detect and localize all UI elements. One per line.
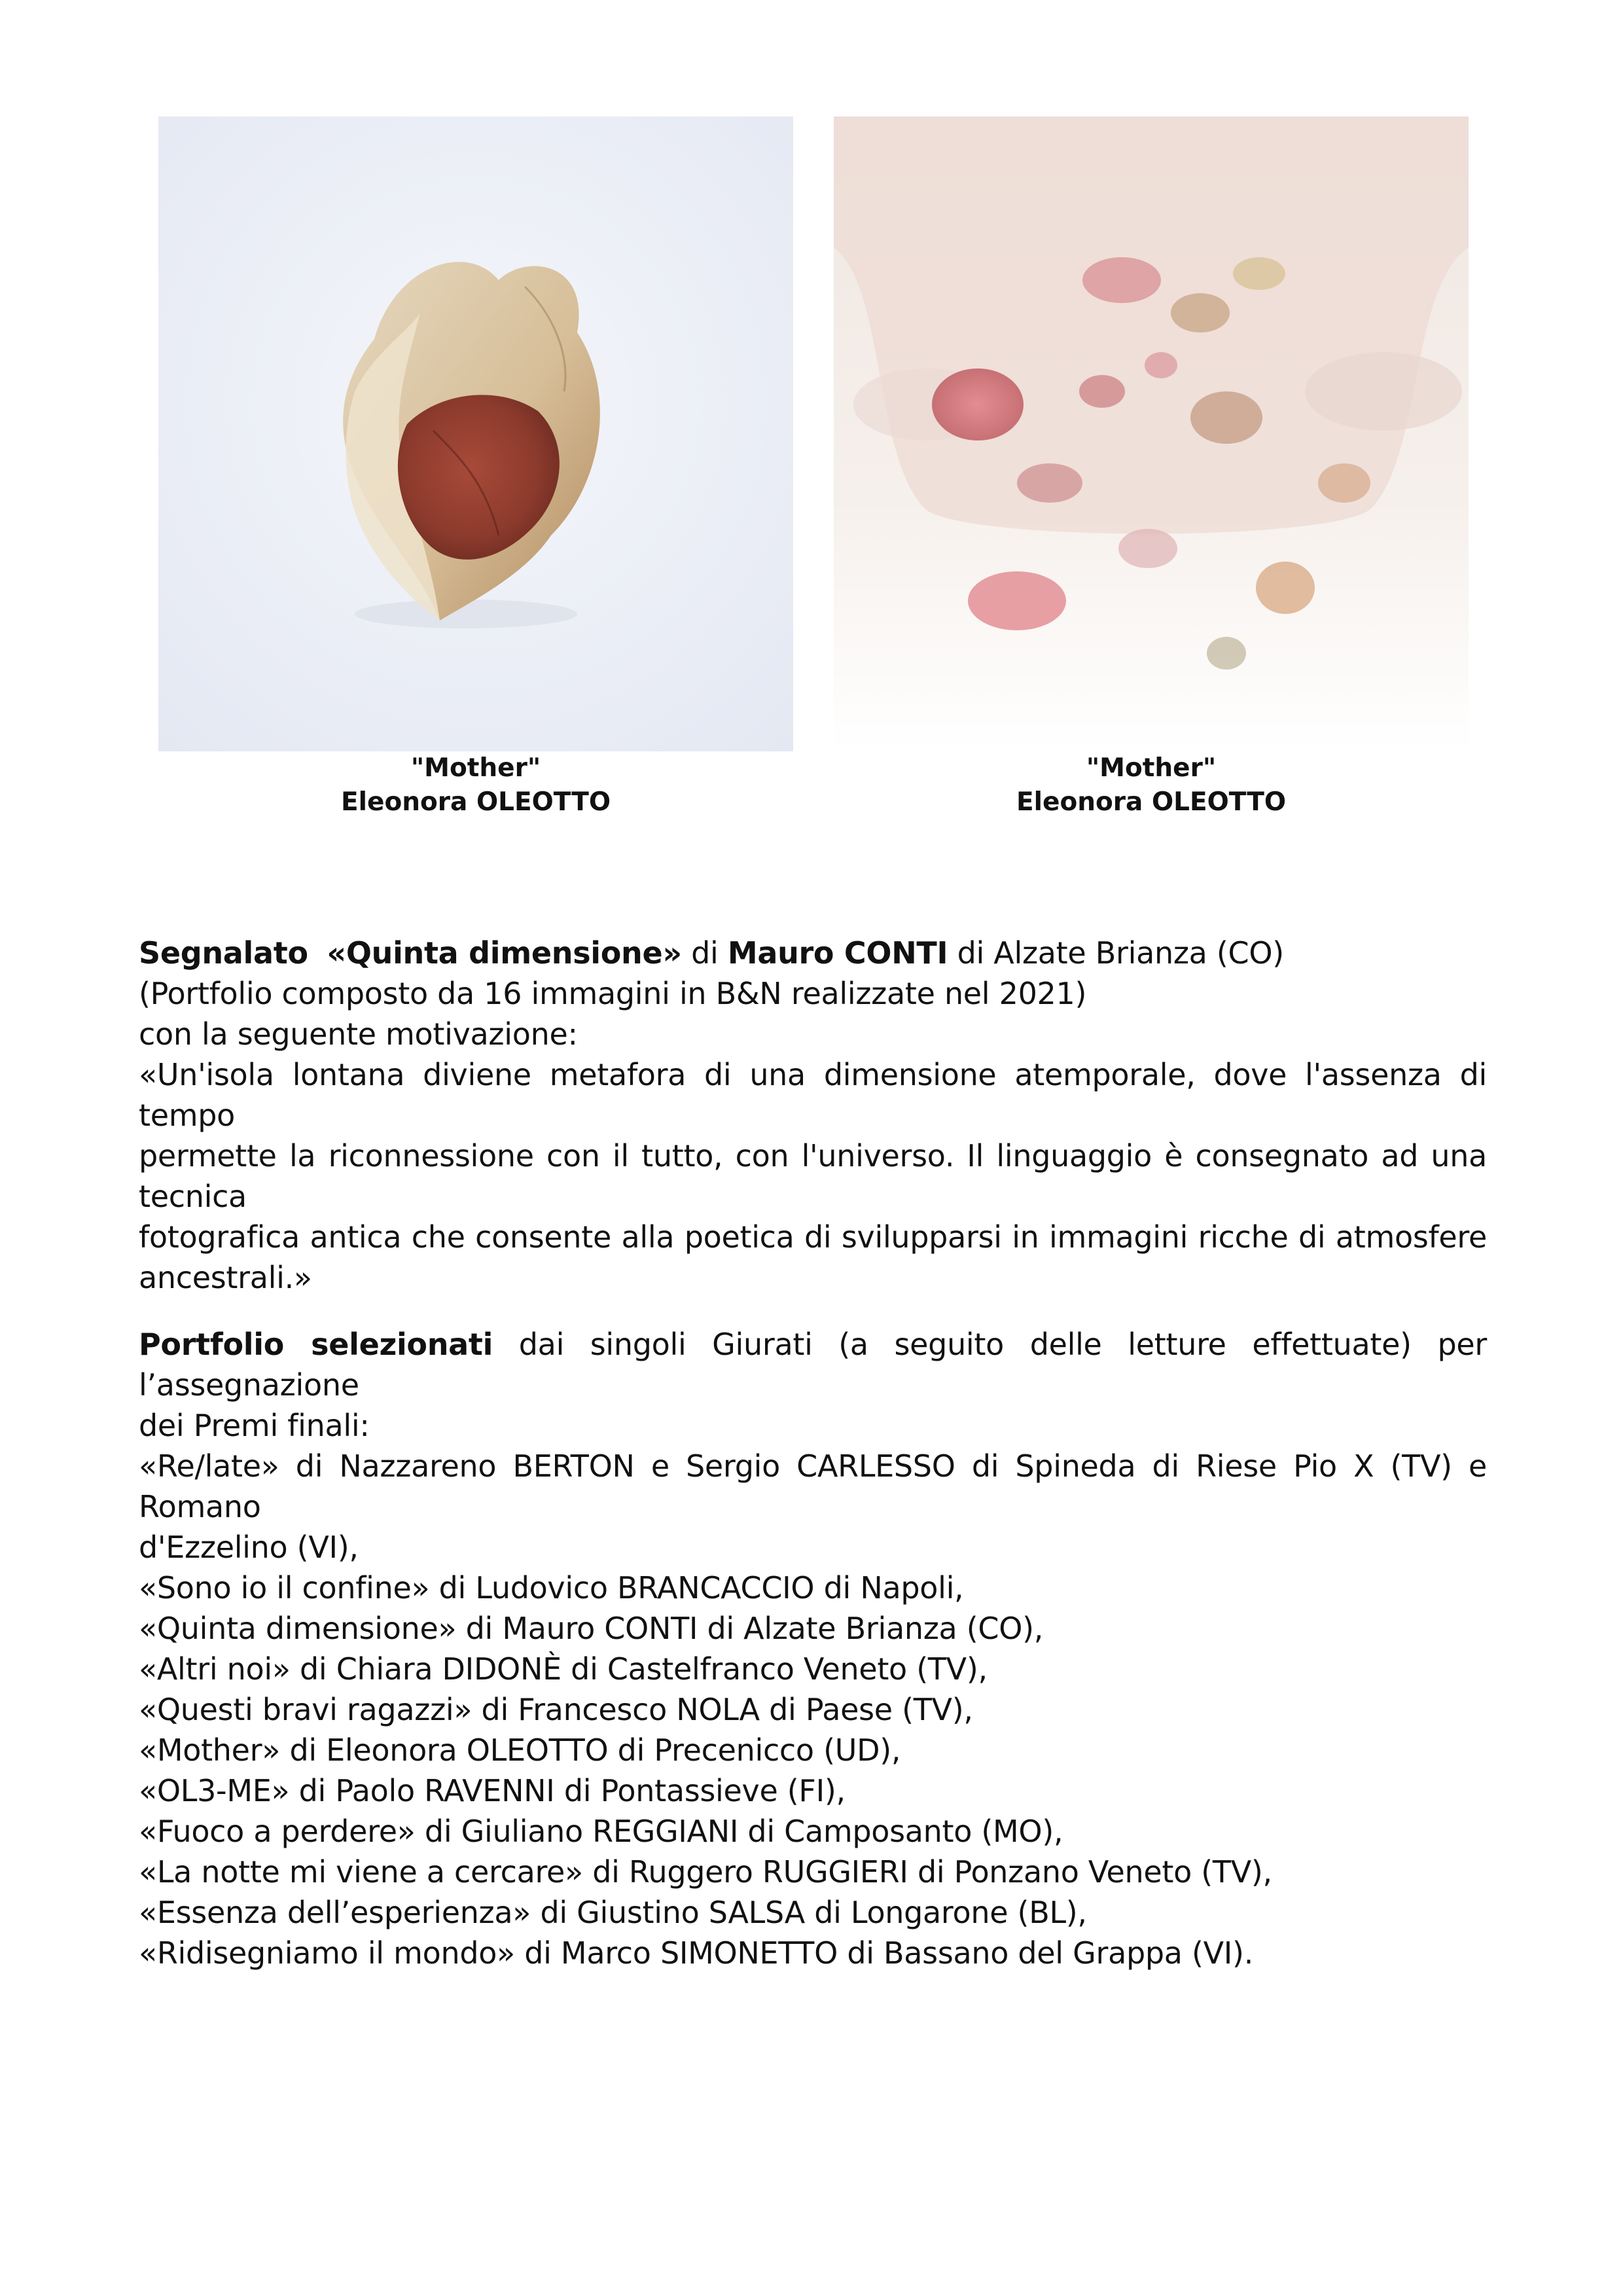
caption-author: Eleonora OLEOTTO [341, 787, 611, 817]
photo-dried-leaf [158, 117, 793, 751]
caption-right [834, 751, 1469, 819]
portfolio-entry: «Questi bravi ragazzi» di Francesco NOLA di Paese (TV), [139, 1692, 973, 1727]
portfolio-entry: «Re/late» di Nazzareno BERTON e Sergio CARLESSO di Spineda di Riese Pio X (TV) e Romano [139, 1448, 1487, 1524]
caption-title: "Mother" [1086, 753, 1217, 783]
motivation-line: permette la riconnessione con il tutto, con l'universo. Il linguaggio è consegnato ad una tecnica [139, 1138, 1487, 1214]
motivation-line: fotografica antica che consente alla poetica di svilupparsi in immagini ricche di atmosfere [139, 1219, 1487, 1255]
portfolio-entry: «Essenza dell’esperienza» di Giustino SALSA di Longarone (BL), [139, 1895, 1087, 1930]
portfolio-entry: «Fuoco a perdere» di Giuliano REGGIANI di Camposanto (MO), [139, 1814, 1063, 1849]
work-title: «Quinta dimensione» [327, 935, 682, 971]
portfolio-details: (Portfolio composto da 16 immagini in B&N realizzate nel 2021) [139, 976, 1087, 1011]
portfolio-label: Portfolio selezionati [139, 1327, 493, 1362]
portfolio-entry: «Altri noi» di Chiara DIDONÈ di Castelfranco Veneto (TV), [139, 1651, 988, 1687]
portfolio-section [139, 1324, 1487, 1973]
author-place: di Alzate Brianza (CO) [948, 935, 1284, 971]
portfolio-intro-line2: dei Premi finali: [139, 1408, 370, 1443]
segnalato-heading: Segnalato «Quinta dimensione» di Mauro CONTI di Alzate Brianza (CO) [139, 935, 1284, 971]
portfolio-entry: «La notte mi viene a cercare» di Ruggero RUGGIERI di Ponzano Veneto (TV), [139, 1854, 1272, 1890]
portfolio-entry: «Sono io il confine» di Ludovico BRANCACCIO di Napoli, [139, 1570, 964, 1605]
author-name: Mauro CONTI [727, 935, 948, 971]
portfolio-entry: «Quinta dimensione» di Mauro CONTI di Alzate Brianza (CO), [139, 1611, 1044, 1646]
dried-leaf-image [158, 117, 793, 751]
petals-collage-image [834, 117, 1469, 751]
caption-title: "Mother" [410, 753, 541, 783]
portfolio-entry: «Mother» di Eleonora OLEOTTO di Precenicco (UD), [139, 1732, 901, 1768]
caption-author: Eleonora OLEOTTO [1016, 787, 1286, 817]
portfolio-entry: «Ridisegniamo il mondo» di Marco SIMONETTO di Bassano del Grappa (VI). [139, 1935, 1254, 1971]
segnalato-label: Segnalato [139, 935, 308, 971]
portfolio-entry: d'Ezzelino (VI), [139, 1530, 359, 1565]
motivation-line: «Un'isola lontana diviene metafora di una dimensione atemporale, dove l'assenza di tempo [139, 1057, 1487, 1133]
portfolio-intro: Portfolio selezionati dai singoli Giurati (a seguito delle letture effettuate) per l’assegnazione [139, 1327, 1487, 1403]
caption-left [158, 751, 793, 819]
photo-petals-collage [834, 117, 1469, 751]
motivation-line: ancestrali.» [139, 1260, 312, 1295]
portfolio-entry: «OL3-ME» di Paolo RAVENNI di Pontassieve (FI), [139, 1773, 846, 1808]
segnalato-section [139, 933, 1487, 1298]
motivation-intro: con la seguente motivazione: [139, 1016, 578, 1052]
